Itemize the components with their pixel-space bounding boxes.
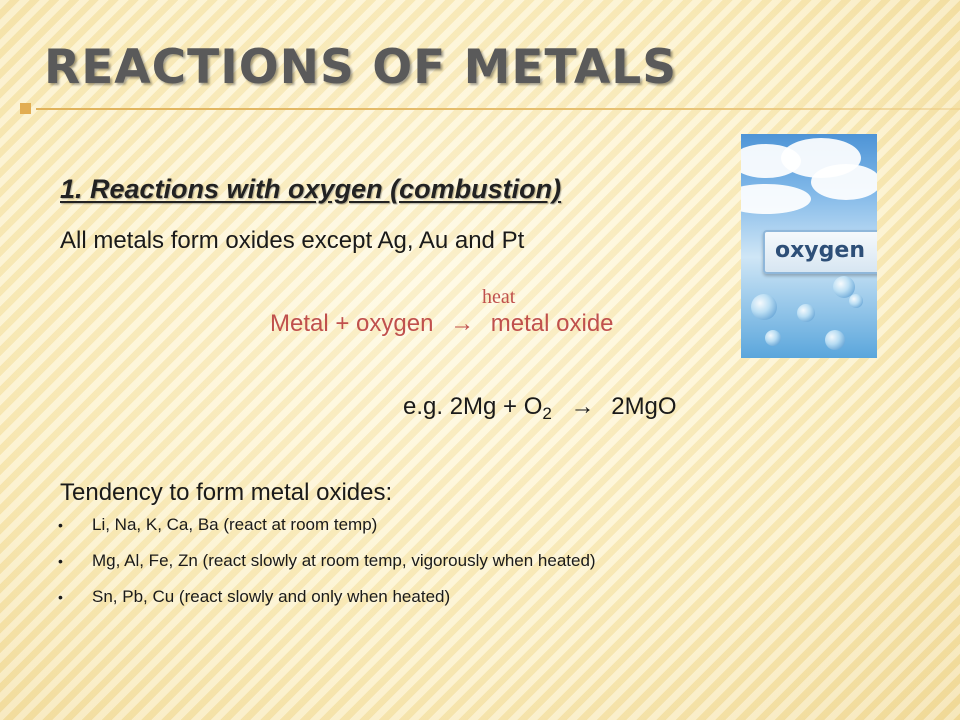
list-item-text: Sn, Pb, Cu (react slowly and only when heated)	[92, 587, 451, 606]
label-band	[763, 230, 877, 274]
bullet-icon: •	[58, 589, 63, 605]
cloud-shape	[811, 164, 877, 200]
slide-title: REACTIONS OF METALS	[44, 40, 678, 95]
bubble-shape	[849, 294, 863, 308]
image-label: oxygen	[775, 238, 865, 263]
list-item	[58, 548, 596, 574]
equation-arrow-icon: →	[450, 310, 475, 337]
list-item-text: Li, Na, K, Ca, Ba (react at room temp)	[92, 515, 378, 534]
example-equation	[403, 393, 677, 424]
bullet-icon: •	[58, 517, 63, 533]
tendency-heading: Tendency to form metal oxides:	[60, 479, 393, 506]
bubble-shape	[797, 304, 815, 322]
list-item-text: Mg, Al, Fe, Zn (react slowly at room temp, vigorously when heated)	[92, 551, 596, 570]
cloud-shape	[741, 184, 811, 214]
intro-text: All metals form oxides except Ag, Au and Pt	[60, 227, 525, 254]
equation-reactants: Metal + oxygen	[270, 310, 434, 337]
title-rule-square	[20, 103, 31, 114]
bubble-shape	[751, 294, 777, 320]
list-item	[58, 512, 596, 538]
bullet-icon: •	[58, 553, 63, 569]
oxygen-image	[741, 134, 877, 358]
bubble-shape	[765, 330, 781, 346]
title-rule	[36, 108, 960, 110]
tendency-list	[58, 512, 596, 620]
example-reactants: e.g. 2Mg + O	[403, 393, 543, 420]
equation-products: metal oxide	[490, 310, 614, 337]
section-heading: 1. Reactions with oxygen (combustion)	[60, 174, 562, 204]
example-arrow-icon: →	[570, 393, 595, 420]
bubble-shape	[825, 330, 845, 350]
list-item	[58, 584, 596, 610]
example-subscript: 2	[542, 404, 552, 423]
example-product: 2MgO	[611, 393, 677, 420]
word-equation	[270, 310, 614, 338]
reaction-condition: heat	[482, 286, 516, 308]
